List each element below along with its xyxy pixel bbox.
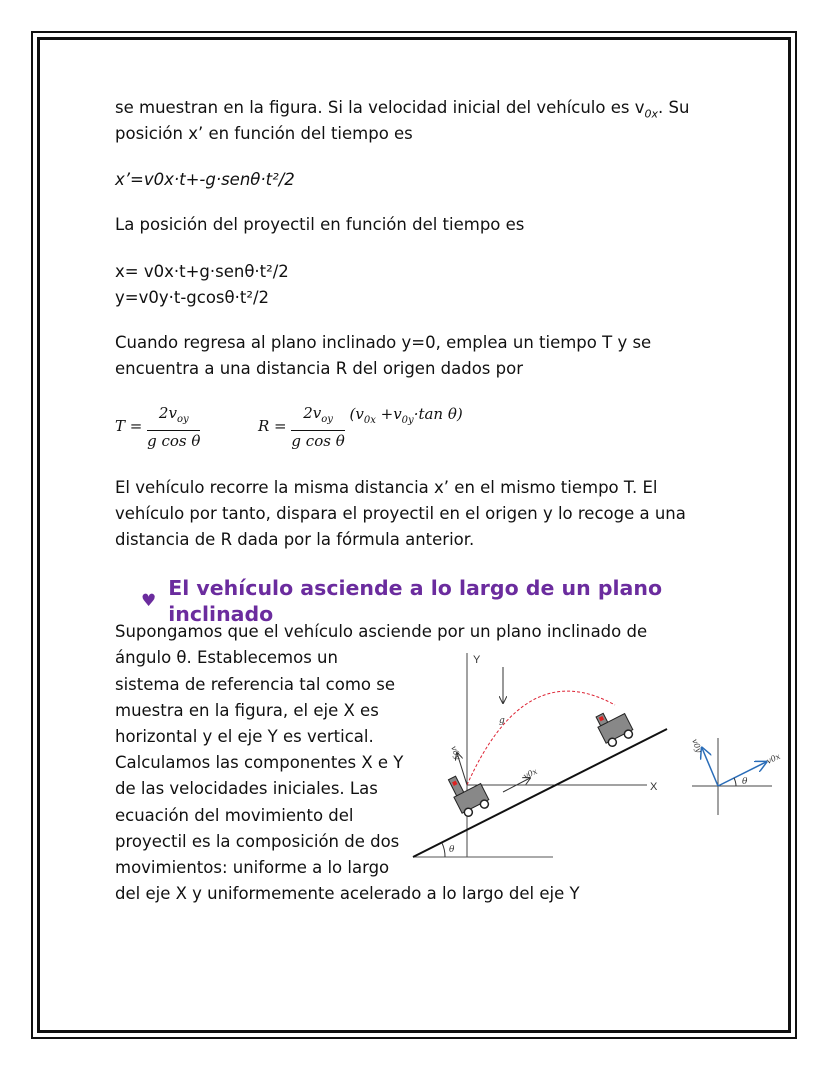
paragraph-4-line-2: vehículo por tanto, dispara el proyectil en el origen y lo recoge a una bbox=[115, 504, 686, 523]
v0y-vector bbox=[702, 748, 718, 786]
theta-label: θ bbox=[449, 845, 455, 855]
angle-arc bbox=[442, 843, 445, 857]
formula-R-lhs: R = bbox=[258, 417, 287, 435]
formula-R-parenthesis: ($v_{0x} +v_{0y}\cdot\tan$ θ) bbox=[349, 404, 463, 426]
formula-R-denominator: g cos θ bbox=[291, 432, 345, 450]
paragraph-5-line-5: horizontal y el eje Y es vertical. bbox=[115, 727, 374, 746]
paragraph-4-line-3: distancia de R dada por la fórmula anterior. bbox=[115, 530, 475, 549]
vector-angle-arc bbox=[734, 778, 736, 786]
paragraph-5-line-2: ángulo θ. Establecemos un bbox=[115, 648, 338, 667]
paragraph-5-line-8: ecuación del movimiento del bbox=[115, 806, 354, 825]
heart-bullet-icon: ♥ bbox=[141, 591, 157, 611]
paragraph-2: La posición del proyectil en función del tiempo es bbox=[115, 215, 525, 234]
v0y-label: v0y bbox=[449, 744, 463, 761]
formula-T-lhs: T = bbox=[115, 417, 143, 435]
velocity-components-diagram bbox=[684, 720, 784, 820]
formula-R-fraction bbox=[291, 403, 344, 451]
y-axis-label: Y bbox=[473, 654, 481, 666]
paragraph-4-line-1: El vehículo recorre la misma distancia x’ en el mismo tiempo T. El bbox=[115, 478, 658, 497]
equation-x: x= v0x·t+g·senθ·t²/2 bbox=[115, 262, 289, 281]
paragraph-5-line-6: Calculamos las componentes X e Y bbox=[115, 753, 404, 772]
inclined-plane-diagram bbox=[405, 645, 680, 870]
equation-y: y=v0y·t-gcosθ·t²/2 bbox=[115, 288, 270, 307]
vector-v0y-label: v0y bbox=[690, 737, 704, 754]
paragraph-1-line-1: se muestran en la figura. Si la velocidad inicial del vehículo es $v_{0x}$. Su bbox=[115, 98, 690, 121]
paragraph-5-line-11: del eje X y uniformemente acelerado a lo largo del eje Y bbox=[115, 884, 580, 903]
paragraph-5-line-7: de las velocidades iniciales. Las bbox=[115, 779, 378, 798]
paragraph-5-line-9: proyectil es la composición de dos bbox=[115, 832, 400, 851]
vehicle-start bbox=[446, 768, 492, 819]
vector-v0x-label: v0x bbox=[765, 751, 782, 766]
trajectory-curve bbox=[467, 691, 615, 785]
gravity-label: g bbox=[499, 716, 505, 726]
formula-T bbox=[115, 403, 200, 451]
paragraph-5-line-3: sistema de referencia tal como se bbox=[115, 675, 396, 694]
paragraph-3-line-1: Cuando regresa al plano inclinado y=0, emplea un tiempo T y se bbox=[115, 333, 652, 352]
paragraph-1-line-2: posición x’ en función del tiempo es bbox=[115, 124, 413, 143]
paragraph-5-line-10: movimientos: uniforme a lo largo bbox=[115, 858, 390, 877]
x-axis-label: X bbox=[650, 781, 658, 793]
paragraph-5-line-4: muestra en la figura, el eje X es bbox=[115, 701, 379, 720]
vehicle-end bbox=[593, 705, 635, 749]
paragraph-5-line-1: Supongamos que el vehículo asciende por un plano inclinado de bbox=[115, 622, 648, 641]
vector-theta-label: θ bbox=[742, 777, 748, 787]
paragraph-3-line-2: encuentra a una distancia R del origen dados por bbox=[115, 359, 523, 378]
section-heading-text: El vehículo asciende a lo largo de un plano inclinado bbox=[168, 576, 663, 626]
formula-T-denominator: g cos θ bbox=[147, 432, 201, 450]
formula-R bbox=[258, 403, 463, 451]
formula-T-numerator: $2v_{oy}$ bbox=[147, 403, 200, 431]
formula-T-fraction bbox=[147, 403, 200, 451]
equation-x-prime: x’=v0x·t+-g·senθ·t²/2 bbox=[115, 170, 295, 189]
formula-R-numerator: $2v_{oy}$ bbox=[291, 403, 344, 431]
v0x-label: v0x bbox=[522, 766, 539, 781]
